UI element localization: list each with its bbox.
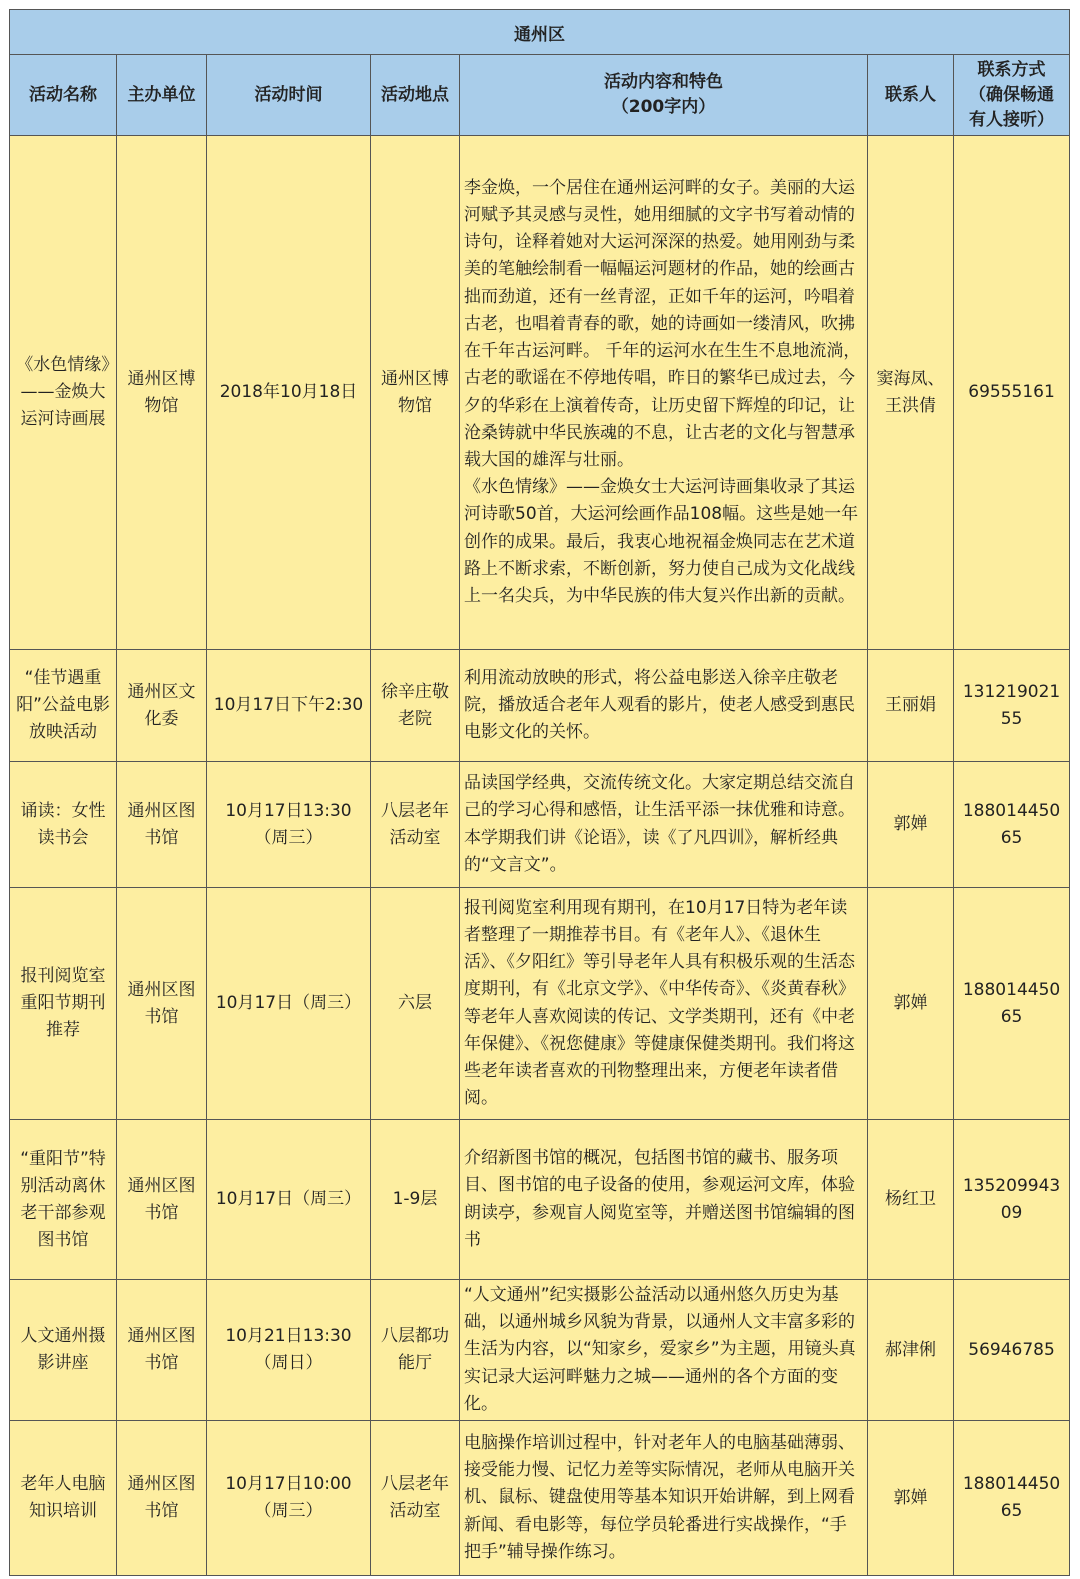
table-row xyxy=(10,1120,1070,1280)
header-row xyxy=(10,55,1070,136)
cell-time: 10月17日（周三） xyxy=(207,1120,371,1280)
cell-content: 品读国学经典，交流传统文化。大家定期总结交流自己的学习心得和感悟，让生活平添一抹优雅和诗意。本学期我们讲《论语》，读《了凡四训》，解析经典的“文言文”。 xyxy=(460,762,868,888)
cell-name: 人文通州摄影讲座 xyxy=(10,1280,117,1421)
cell-name: 诵读：女性读书会 xyxy=(10,762,117,888)
cell-organizer: 通州区文化委 xyxy=(117,650,207,762)
cell-organizer: 通州区图书馆 xyxy=(117,888,207,1120)
cell-phone: 18801445065 xyxy=(954,762,1070,888)
cell-place: 八层老年活动室 xyxy=(371,762,460,888)
cell-place: 通州区博物馆 xyxy=(371,136,460,650)
cell-phone: 18801445065 xyxy=(954,1421,1070,1576)
cell-content: 报刊阅览室利用现有期刊，在10月17日特为老年读者整理了一期推荐书目。有《老年人》、《退休生活》、《夕阳红》等引导老年人具有积极乐观的生活态度期刊，有《北京文学》、《中华传奇》、《炎黄春秋》等老年人喜欢阅读的传记、文学类期刊，还有《中老年保健》、《祝您健康》等健康保健类期刊。我们将这些老年读者喜欢的刊物整理出来，方便老年读者借阅。 xyxy=(460,888,868,1120)
cell-content: 利用流动放映的形式，将公益电影送入徐辛庄敬老院，播放适合老年人观看的影片，使老人感受到惠民电影文化的关怀。 xyxy=(460,650,868,762)
cell-phone: 69555161 xyxy=(954,136,1070,650)
cell-organizer: 通州区图书馆 xyxy=(117,1421,207,1576)
table-row xyxy=(10,1421,1070,1576)
cell-content: “人文通州”纪实摄影公益活动以通州悠久历史为基础，以通州城乡风貌为背景，以通州人文丰富多彩的生活为内容，以“知家乡，爱家乡”为主题，用镜头真实记录大运河畔魅力之城——通州的各个方面的变化。 xyxy=(460,1280,868,1421)
cell-organizer: 通州区图书馆 xyxy=(117,762,207,888)
cell-contact: 郭婵 xyxy=(868,888,954,1120)
header-place: 活动地点 xyxy=(371,55,460,136)
cell-place: 六层 xyxy=(371,888,460,1120)
cell-time: 10月17日13:30 （周三） xyxy=(207,762,371,888)
cell-content: 李金焕，一个居住在通州运河畔的女子。美丽的大运河赋予其灵感与灵性，她用细腻的文字书写着动情的诗句，诠释着她对大运河深深的热爱。她用刚劲与柔美的笔触绘制看一幅幅运河题材的作品，她的绘画古拙而劲道，还有一丝青涩，正如千年的运河，吟唱着古老，也唱着青春的歌，她的诗画如一缕清风，吹拂在千年古运河畔。 千年的运河水在生生不息地流淌，古老的歌谣在不停地传唱，昨日的繁华已成过去，今夕的华彩在上演着传奇，让历史留下辉煌的印记，让沧桑铸就中华民族魂的不息，让古老的文化与智慧承载大国的雄浑与壮丽。 《水色情缘》——金焕女士大运河诗画集收录了其运河诗歌50首，大运河绘画作品108幅。这些是她一年创作的成果。最后，我衷心地祝福金焕同志在艺术道路上不断求索，不断创新，努力使自己成为文化战线上一名尖兵，为中华民族的伟大复兴作出新的贡献。 xyxy=(460,136,868,650)
cell-name: 《水色情缘》——金焕大运河诗画展 xyxy=(10,136,117,650)
cell-phone: 18801445065 xyxy=(954,888,1070,1120)
cell-time: 10月17日下午2:30 xyxy=(207,650,371,762)
cell-name: “佳节遇重阳”公益电影放映活动 xyxy=(10,650,117,762)
cell-time: 2018年10月18日 xyxy=(207,136,371,650)
header-content: 活动内容和特色 （200字内） xyxy=(460,55,868,136)
cell-organizer: 通州区博物馆 xyxy=(117,136,207,650)
cell-place: 1-9层 xyxy=(371,1120,460,1280)
cell-contact: 王丽娟 xyxy=(868,650,954,762)
table-row xyxy=(10,650,1070,762)
cell-place: 徐辛庄敬老院 xyxy=(371,650,460,762)
cell-contact: 杨红卫 xyxy=(868,1120,954,1280)
cell-time: 10月17日（周三） xyxy=(207,888,371,1120)
header-contact: 联系人 xyxy=(868,55,954,136)
header-name: 活动名称 xyxy=(10,55,117,136)
cell-name: 老年人电脑知识培训 xyxy=(10,1421,117,1576)
cell-organizer: 通州区图书馆 xyxy=(117,1280,207,1421)
table-row xyxy=(10,136,1070,650)
cell-phone: 13520994309 xyxy=(954,1120,1070,1280)
cell-name: “重阳节”特别活动离休老干部参观图书馆 xyxy=(10,1120,117,1280)
header-organizer: 主办单位 xyxy=(117,55,207,136)
table-row xyxy=(10,762,1070,888)
cell-place: 八层都功能厅 xyxy=(371,1280,460,1421)
cell-phone: 13121902155 xyxy=(954,650,1070,762)
cell-time: 10月21日13:30 （周日） xyxy=(207,1280,371,1421)
cell-organizer: 通州区图书馆 xyxy=(117,1120,207,1280)
cell-place: 八层老年活动室 xyxy=(371,1421,460,1576)
cell-contact: 郝津俐 xyxy=(868,1280,954,1421)
table-title: 通州区 xyxy=(10,10,1070,55)
header-time: 活动时间 xyxy=(207,55,371,136)
cell-phone: 56946785 xyxy=(954,1280,1070,1421)
activity-table xyxy=(9,9,1070,1576)
cell-contact: 窦海凤、王洪倩 xyxy=(868,136,954,650)
cell-content: 电脑操作培训过程中，针对老年人的电脑基础薄弱、接受能力慢、记忆力差等实际情况，老师从电脑开关机、鼠标、键盘使用等基本知识开始讲解，到上网看新闻、看电影等，每位学员轮番进行实战操作，“手把手”辅导操作练习。 xyxy=(460,1421,868,1576)
table-row xyxy=(10,1280,1070,1421)
cell-content: 介绍新图书馆的概况，包括图书馆的藏书、服务项目、图书馆的电子设备的使用，参观运河文库，体验朗读亭，参观盲人阅览室等，并赠送图书馆编辑的图书 xyxy=(460,1120,868,1280)
cell-time: 10月17日10:00 （周三） xyxy=(207,1421,371,1576)
table-row xyxy=(10,888,1070,1120)
cell-contact: 郭婵 xyxy=(868,1421,954,1576)
header-phone: 联系方式 （确保畅通 有人接听） xyxy=(954,55,1070,136)
cell-name: 报刊阅览室重阳节期刊推荐 xyxy=(10,888,117,1120)
cell-contact: 郭婵 xyxy=(868,762,954,888)
